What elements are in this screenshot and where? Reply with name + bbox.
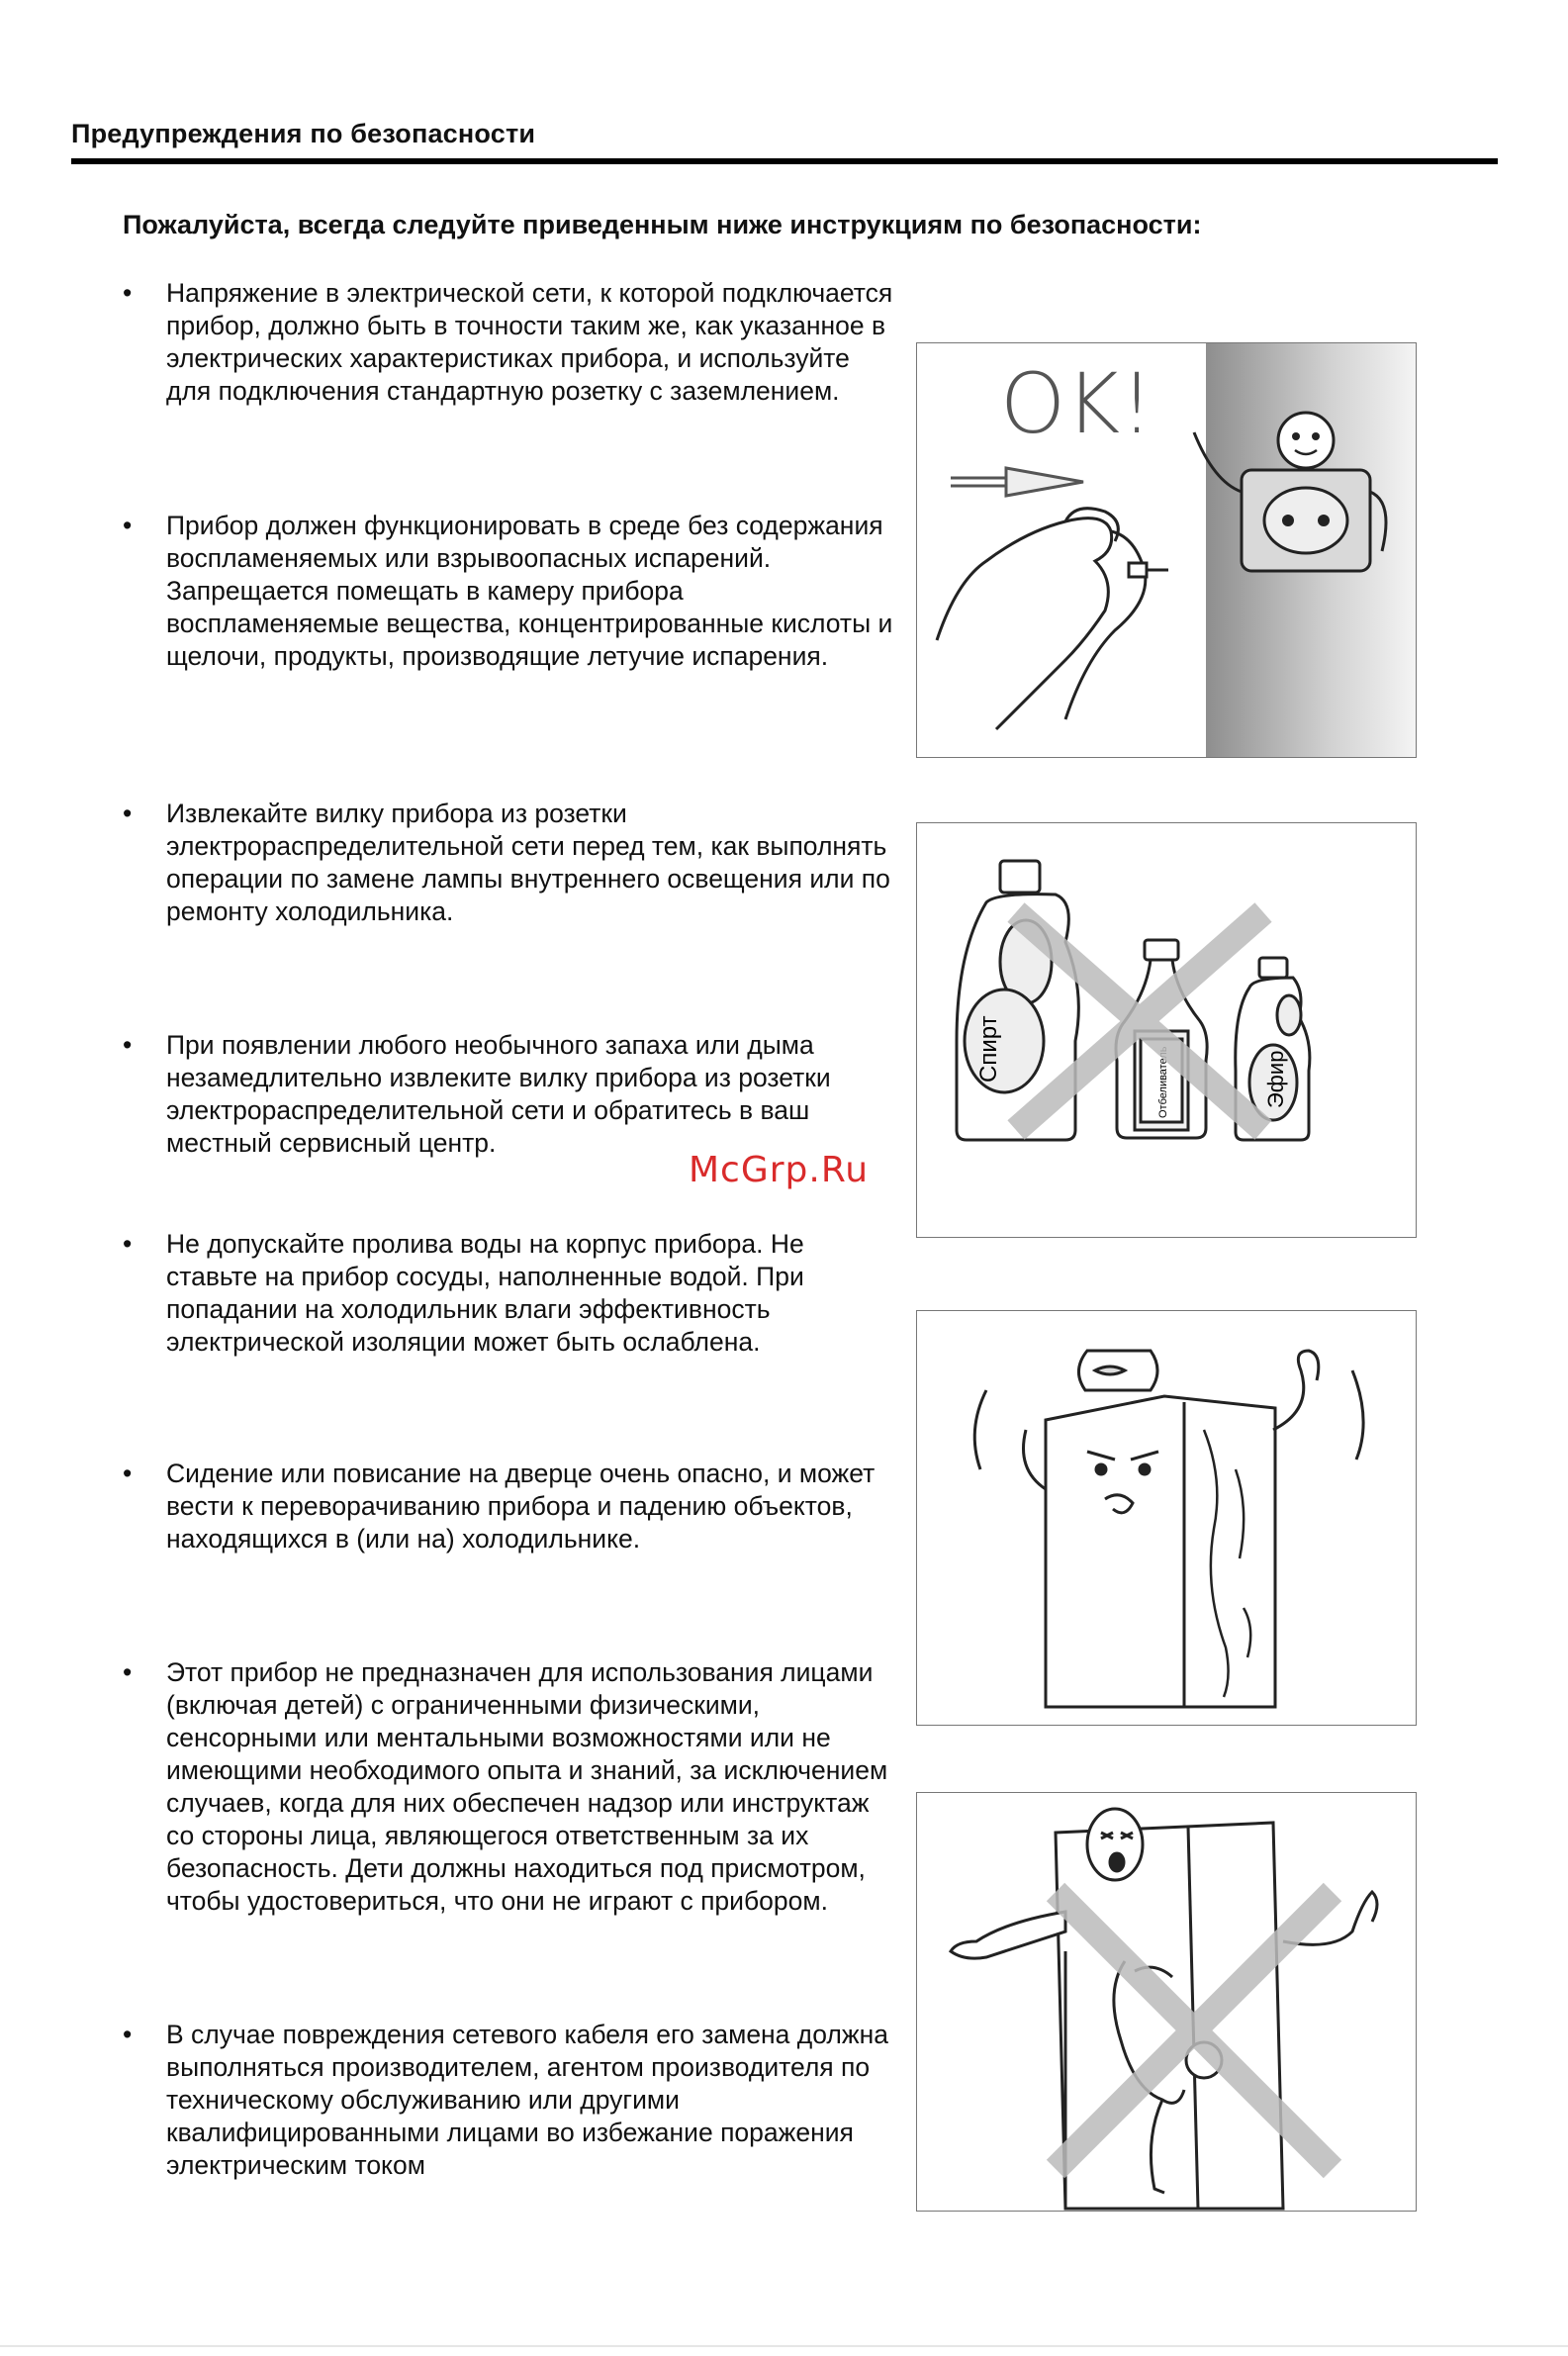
bullet-marker: • <box>123 1229 133 1259</box>
list-item-text: Извлекайте вилку прибора из розетки электрораспределительной сети перед тем, как выполнять операции по замене лампы внутреннего освещения или по ремонту холодильника. <box>166 799 890 926</box>
arrow-icon <box>951 468 1083 496</box>
illustration-no-hanging-on-door <box>916 1792 1417 2212</box>
list-item-text: Сидение или повисание на дверце очень опасно, и может вести к переворачиванию прибора и падению объектов, находящихся в (или на) холодильнике. <box>166 1459 876 1554</box>
list-item-text: Этот прибор не предназначен для использования лицами (включая детей) с ограниченными физическими, сенсорными или ментальными возможностями или не имеющими необходимого опыта и знаний, за исключением случаев, когда для них обеспечен надзор или инструктаж со стороны лица, являющегося ответственным за их безопасность. Дети должны находиться под присмотром, чтобы удостовериться, что они не играют с прибором. <box>166 1657 888 1916</box>
list-item-text: Прибор должен функционировать в среде без содержания воспламеняемых или взрывоопасных испарений. Запрещается помещать в камеру прибора воспламеняемые вещества, концентрированные кислоты и щелочи, продукты, производящие летучие испарения. <box>166 511 893 671</box>
bullet-marker: • <box>123 278 133 308</box>
illustration-grounded-socket <box>916 342 1417 758</box>
bottles-drawing <box>917 823 1416 1237</box>
intro-heading: Пожалуйста, всегда следуйте приведенным ниже инструкциям по безопасности: <box>123 210 1202 239</box>
fridge-door-drawing <box>917 1793 1416 2211</box>
bullet-marker: • <box>123 511 133 540</box>
illustration-no-flammables <box>916 822 1417 1238</box>
bleach-label: Отбеливатель <box>1157 1046 1169 1118</box>
list-item-text: В случае повреждения сетевого кабеля его замена должна выполняться производителем, агентом производителя по техническому обслуживанию или другими квалифицированными лицами во избежание поражения электрическим током <box>166 2020 888 2180</box>
socket-drawing <box>917 343 1416 757</box>
section-title: Предупреждения по безопасности <box>71 119 536 148</box>
fridge-water-drawing <box>917 1311 1416 1725</box>
bullet-marker: • <box>123 1030 133 1060</box>
list-item-text: Не допускайте пролива воды на корпус прибора. Не ставьте на прибор сосуды, наполненные водой. При попадании на холодильник влаги эффективность электрической изоляции может быть ослаблена. <box>166 1229 804 1357</box>
illustration-no-water-on-fridge <box>916 1310 1417 1726</box>
fishbowl-icon <box>1078 1351 1157 1390</box>
watermark: McGrp.Ru <box>689 1150 870 1190</box>
ok-label: OK! <box>1000 355 1153 452</box>
bullet-marker: • <box>123 799 133 828</box>
spirit-label: Спирт <box>975 1015 1002 1083</box>
bullet-marker: • <box>123 1459 133 1488</box>
footer-rule <box>0 2345 1568 2347</box>
bullet-marker: • <box>123 2020 133 2049</box>
title-rule <box>71 158 1498 164</box>
list-item-text: При появлении любого необычного запаха или дыма незамедлительно извлеките вилку прибора из розетки электрораспределительной сети и обратитесь в ваш местный сервисный центр. <box>166 1030 831 1158</box>
bullet-marker: • <box>123 1657 133 1687</box>
hand-with-plug-icon <box>937 509 1168 729</box>
list-item-text: Напряжение в электрической сети, к которой подключается прибор, должно быть в точности таким же, как указанное в электрических характеристиках прибора, и используйте для подключения стандартную розетку с заземлением. <box>166 278 893 406</box>
ether-label: Эфир <box>1263 1050 1288 1108</box>
